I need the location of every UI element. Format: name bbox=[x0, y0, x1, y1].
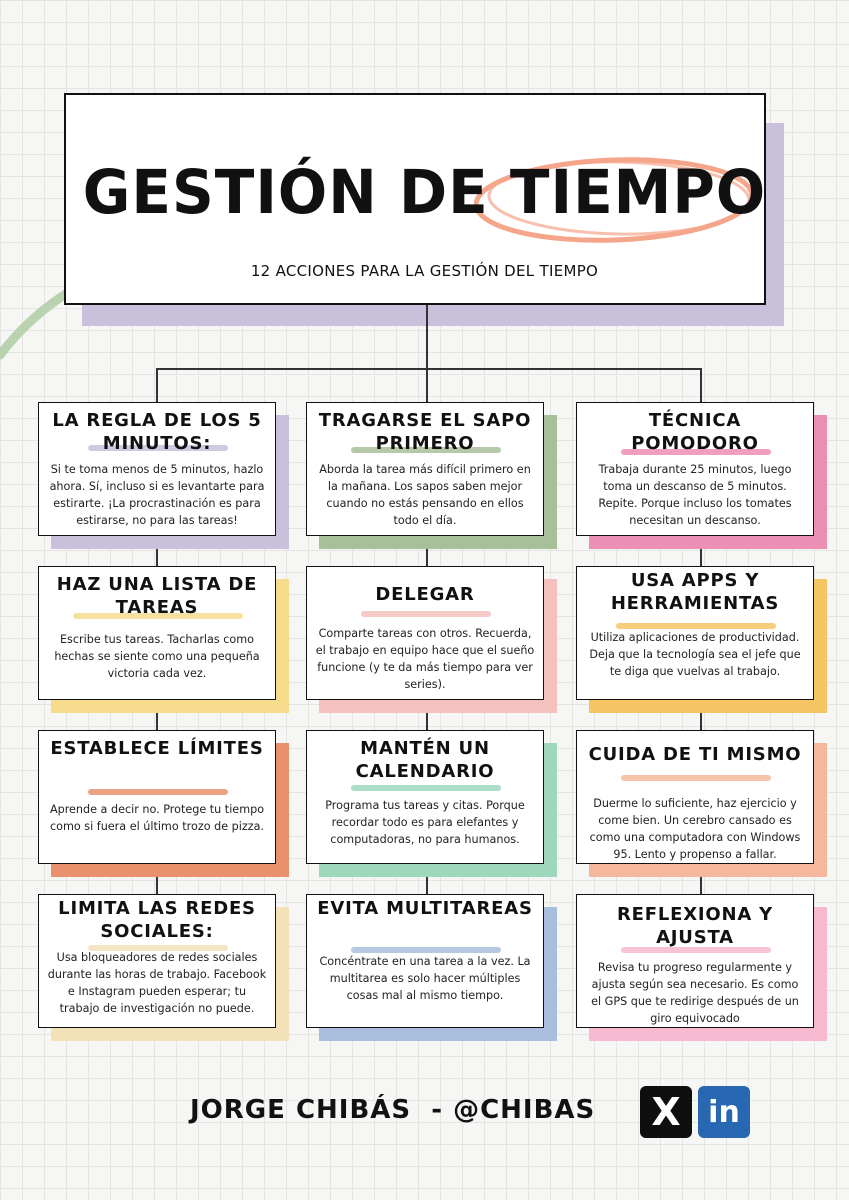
card-body: Concéntrate en una tarea a la vez. La multitarea es solo hacer múltiples cosas mal al mismo tiempo. bbox=[319, 955, 531, 1003]
action-card bbox=[576, 730, 814, 864]
x-logo-glyph: X bbox=[651, 1090, 681, 1134]
title-highlight bbox=[88, 945, 228, 951]
card-title: DELEGAR bbox=[375, 584, 475, 605]
card-title: LA REGLA DE LOS 5 MINUTOS: bbox=[52, 410, 262, 455]
title-highlight bbox=[361, 611, 491, 617]
card-body: Usa bloqueadores de redes sociales durante las horas de trabajo. Facebook e Instagram pueden esperar; tu trabajo de investigación no puede. bbox=[47, 951, 267, 1016]
card-body: Programa tus tareas y citas. Porque recordar todo es para elefantes y computadoras, no para humanos. bbox=[325, 799, 525, 847]
card-body: Utiliza aplicaciones de productividad. Deja que la tecnología sea el jefe que te diga que vuelvas al trabajo. bbox=[589, 631, 801, 679]
action-card bbox=[38, 402, 276, 536]
card-title: HAZ UNA LISTA DE TAREAS bbox=[56, 574, 258, 619]
card-body: Trabaja durante 25 minutos, luego toma un descanso de 5 minutos. Repite. Porque incluso los tomates necesitan un descanso. bbox=[598, 463, 792, 528]
card-title: REFLEXIONA Y AJUSTA bbox=[617, 904, 773, 949]
linkedin-logo-icon[interactable] bbox=[698, 1086, 750, 1138]
card-body: Escribe tus tareas. Tacharlas como hechas se siente como una pequeña victoria cada vez. bbox=[54, 633, 260, 681]
card-title: EVITA MULTITAREAS bbox=[317, 898, 533, 919]
action-card bbox=[306, 402, 544, 536]
card-title: ESTABLECE LÍMITES bbox=[50, 738, 264, 759]
title-highlight bbox=[621, 775, 771, 781]
card-title: LIMITA LAS REDES SOCIALES: bbox=[58, 898, 256, 943]
card-body: Aprende a decir no. Protege tu tiempo como si fuera el último trozo de pizza. bbox=[49, 803, 265, 834]
action-card bbox=[576, 894, 814, 1028]
card-body: Si te toma menos de 5 minutos, hazlo ahora. Sí, incluso si es levantarte para estirarte. ¡La procrastinación es para estirarse, no para las tareas! bbox=[49, 463, 265, 528]
card-body: Comparte tareas con otros. Recuerda, el trabajo en equipo hace que el sueño funcione (y te da más tiempo para ver series). bbox=[315, 627, 535, 692]
connector-trunk bbox=[426, 305, 428, 369]
x-logo-icon[interactable] bbox=[640, 1086, 692, 1138]
connector-right bbox=[700, 368, 702, 402]
action-card bbox=[306, 730, 544, 864]
card-title: MANTÉN UN CALENDARIO bbox=[355, 738, 495, 783]
card-title: USA APPS Y HERRAMIENTAS bbox=[610, 570, 780, 615]
title-part-2: TIEMPO bbox=[509, 156, 767, 228]
card-body: Duerme lo suficiente, haz ejercicio y come bien. Un cerebro cansado es como una computadora con Windows 95. Lento y propenso a fallar. bbox=[589, 797, 801, 862]
action-card bbox=[576, 402, 814, 536]
action-card bbox=[38, 566, 276, 700]
connector-left bbox=[156, 368, 158, 402]
title-highlight bbox=[351, 947, 501, 953]
title-part-1: GESTIÓN DE bbox=[82, 156, 510, 228]
card-body: Revisa tu progreso regularmente y ajusta según sea necesario. Es como el GPS que te redirige después de un giro equivocado bbox=[591, 961, 799, 1026]
linkedin-logo-glyph: in bbox=[708, 1094, 740, 1130]
action-card bbox=[576, 566, 814, 700]
page-title bbox=[0, 156, 849, 228]
title-highlight bbox=[88, 789, 228, 795]
action-card bbox=[306, 566, 544, 700]
action-card bbox=[306, 894, 544, 1028]
connector-center bbox=[426, 368, 428, 402]
title-highlight bbox=[616, 623, 776, 629]
action-card bbox=[38, 894, 276, 1028]
card-title: TÉCNICA POMODORO bbox=[631, 410, 759, 455]
action-card bbox=[38, 730, 276, 864]
title-highlight bbox=[351, 785, 501, 791]
card-body: Aborda la tarea más difícil primero en la mañana. Los sapos saben mejor cuando no estás pensando en ellos todo el día. bbox=[319, 463, 531, 528]
page-subtitle: 12 ACCIONES PARA LA GESTIÓN DEL TIEMPO bbox=[250, 262, 599, 280]
card-title: TRAGARSE EL SAPO PRIMERO bbox=[318, 410, 532, 455]
connector-bar bbox=[156, 368, 700, 370]
author-credit: JORGE CHIBÁS - @CHIBAS bbox=[190, 1095, 596, 1125]
card-title: CUIDA DE TI MISMO bbox=[588, 744, 802, 765]
